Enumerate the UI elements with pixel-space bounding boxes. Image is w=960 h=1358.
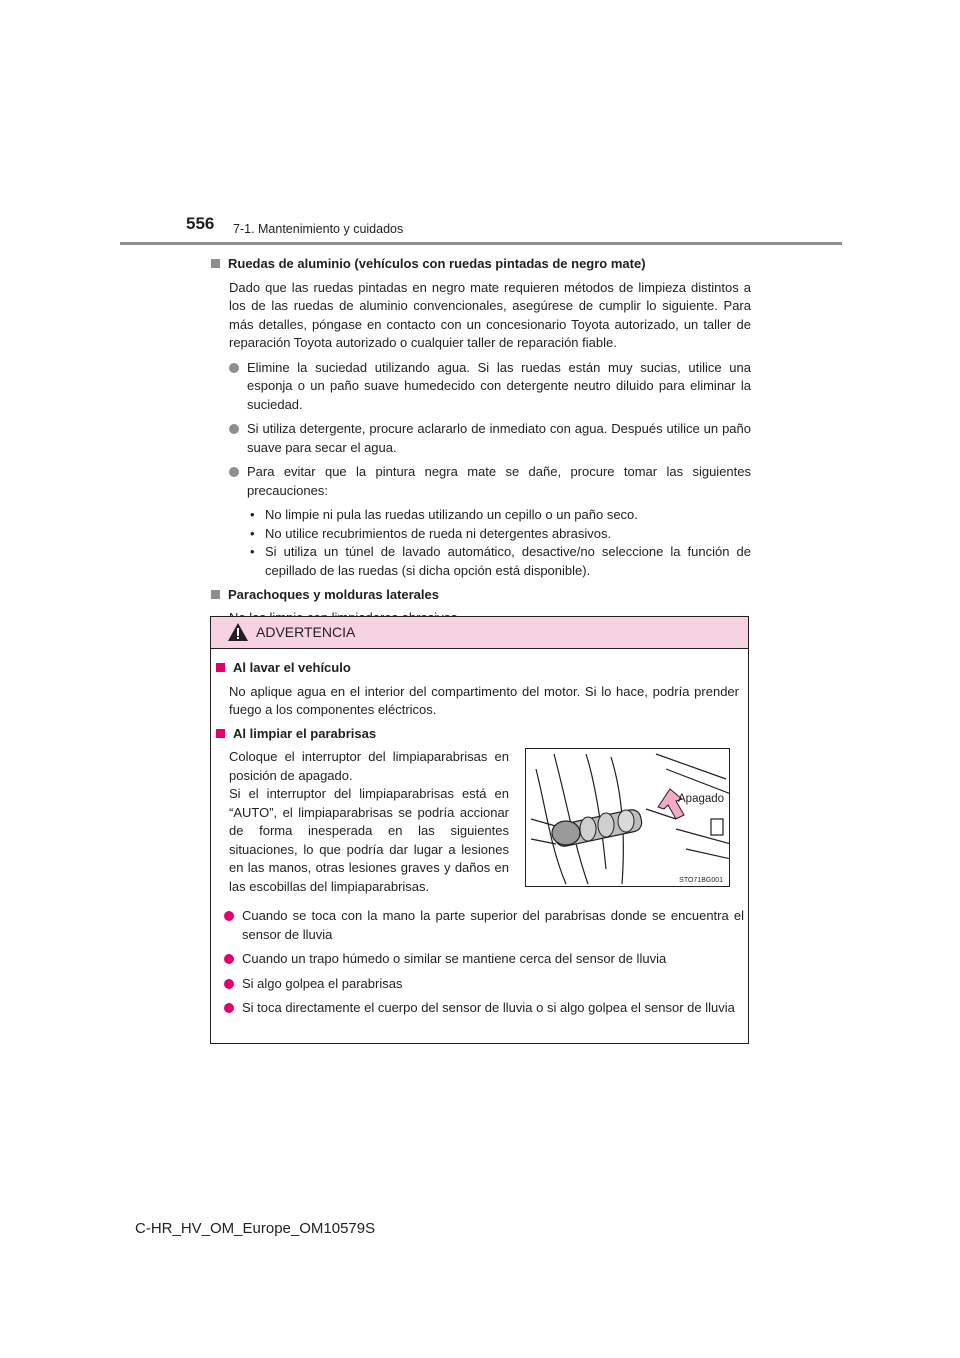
warning-sec2-text: Coloque el interruptor del limpiaparabrisas en posición de apagado. Si el interruptor del limpiaparabrisas está en “AUTO”, el limpiaparabrisas se podría accionar de forma inesperada en las siguientes situaciones, lo que podría dar lugar a lesiones en las manos, otras lesiones graves y daños en las escobillas del limpiaparabrisas. <box>229 749 509 894</box>
square-bullet-icon <box>211 259 220 268</box>
figure-label-off: Apagado <box>678 793 725 805</box>
warning-bullet: Cuando un trapo húmedo o similar se mantiene cerca del sensor de lluvia <box>224 950 744 969</box>
square-bullet-icon <box>216 729 225 738</box>
page-number: 556 <box>186 214 215 233</box>
wheels-intro: Dado que las ruedas pintadas en negro mate requieren métodos de limpieza distintos a los de las ruedas de aluminio convencionales, asegúrese de cumplir lo siguiente. Para más detalles, póngase en contacto con un concesionario Toyota autorizado, un taller de reparación Toyota autorizado o cualquier taller de reparación fiable. <box>229 279 751 350</box>
circle-bullet-icon <box>224 954 234 964</box>
dash-bullet: • <box>250 525 255 541</box>
circle-bullet-icon <box>229 424 239 434</box>
dash-bullet: • <box>250 544 255 559</box>
warning-bullets <box>211 907 750 1018</box>
precaution-item: • No limpie ni pula las ruedas utilizando un cepillo o un paño seco. <box>250 506 751 525</box>
warning-body <box>211 655 750 743</box>
precaution-item: • No utilice recubrimientos de rueda ni detergentes abrasivos. <box>250 525 751 544</box>
wheels-heading: Ruedas de aluminio (vehículos con ruedas pintadas de negro mate) <box>211 255 751 274</box>
warning-bullet: Cuando se toca con la mano la parte superior del parabrisas donde se encuentra el sensor de lluvia <box>224 907 744 944</box>
warning-header <box>211 617 748 649</box>
circle-bullet-icon <box>229 467 239 477</box>
precaution-item: • Si utiliza un túnel de lavado automático, desactive/no seleccione la función de cepillado de las ruedas (si dicha opción está disponible). <box>250 544 751 578</box>
document-footer: C-HR_HV_OM_Europe_OM10579S <box>135 1220 376 1237</box>
wheels-bullet: Para evitar que la pintura negra mate se dañe, procure tomar las siguientes precauciones: <box>229 463 751 500</box>
figure-code: STO71BG001 <box>679 877 723 884</box>
circle-bullet-icon <box>224 1003 234 1013</box>
circle-bullet-icon <box>224 979 234 989</box>
warning-bullet: Si toca directamente el cuerpo del sensor de lluvia o si algo golpea el sensor de lluvia <box>224 999 744 1018</box>
warning-sec2-heading: Al limpiar el parabrisas <box>216 725 750 744</box>
dash-bullet: • <box>250 507 255 522</box>
wheels-bullet: Si utiliza detergente, procure aclararlo de inmediato con agua. Después utilice un paño suave para secar el agua. <box>229 420 751 457</box>
circle-bullet-icon <box>229 363 239 373</box>
warning-sec1-heading: Al lavar el vehículo <box>216 659 750 678</box>
warning-sec1-text: No aplique agua en el interior del compartimento del motor. Si lo hace, podría prender fuego a los componentes eléctricos. <box>229 683 739 717</box>
square-bullet-icon <box>211 590 220 599</box>
section-title: 7-1. Mantenimiento y cuidados <box>233 222 404 236</box>
square-bullet-icon <box>216 663 225 672</box>
wheels-bullet: Elimine la suciedad utilizando agua. Si las ruedas están muy sucias, utilice una esponja o un paño suave humedecido con detergente neutro diluido para eliminar la suciedad. <box>229 359 751 415</box>
warning-bullet: Si algo golpea el parabrisas <box>224 975 744 994</box>
circle-bullet-icon <box>224 911 234 921</box>
warning-title: ADVERTENCIA <box>256 624 356 640</box>
main-content <box>211 255 751 627</box>
header-rule <box>120 242 842 245</box>
wiper-switch-illustration <box>526 749 730 887</box>
warning-triangle-icon <box>227 622 249 642</box>
wiper-switch-figure <box>525 748 730 887</box>
bumpers-heading: Parachoques y molduras laterales <box>211 586 751 605</box>
